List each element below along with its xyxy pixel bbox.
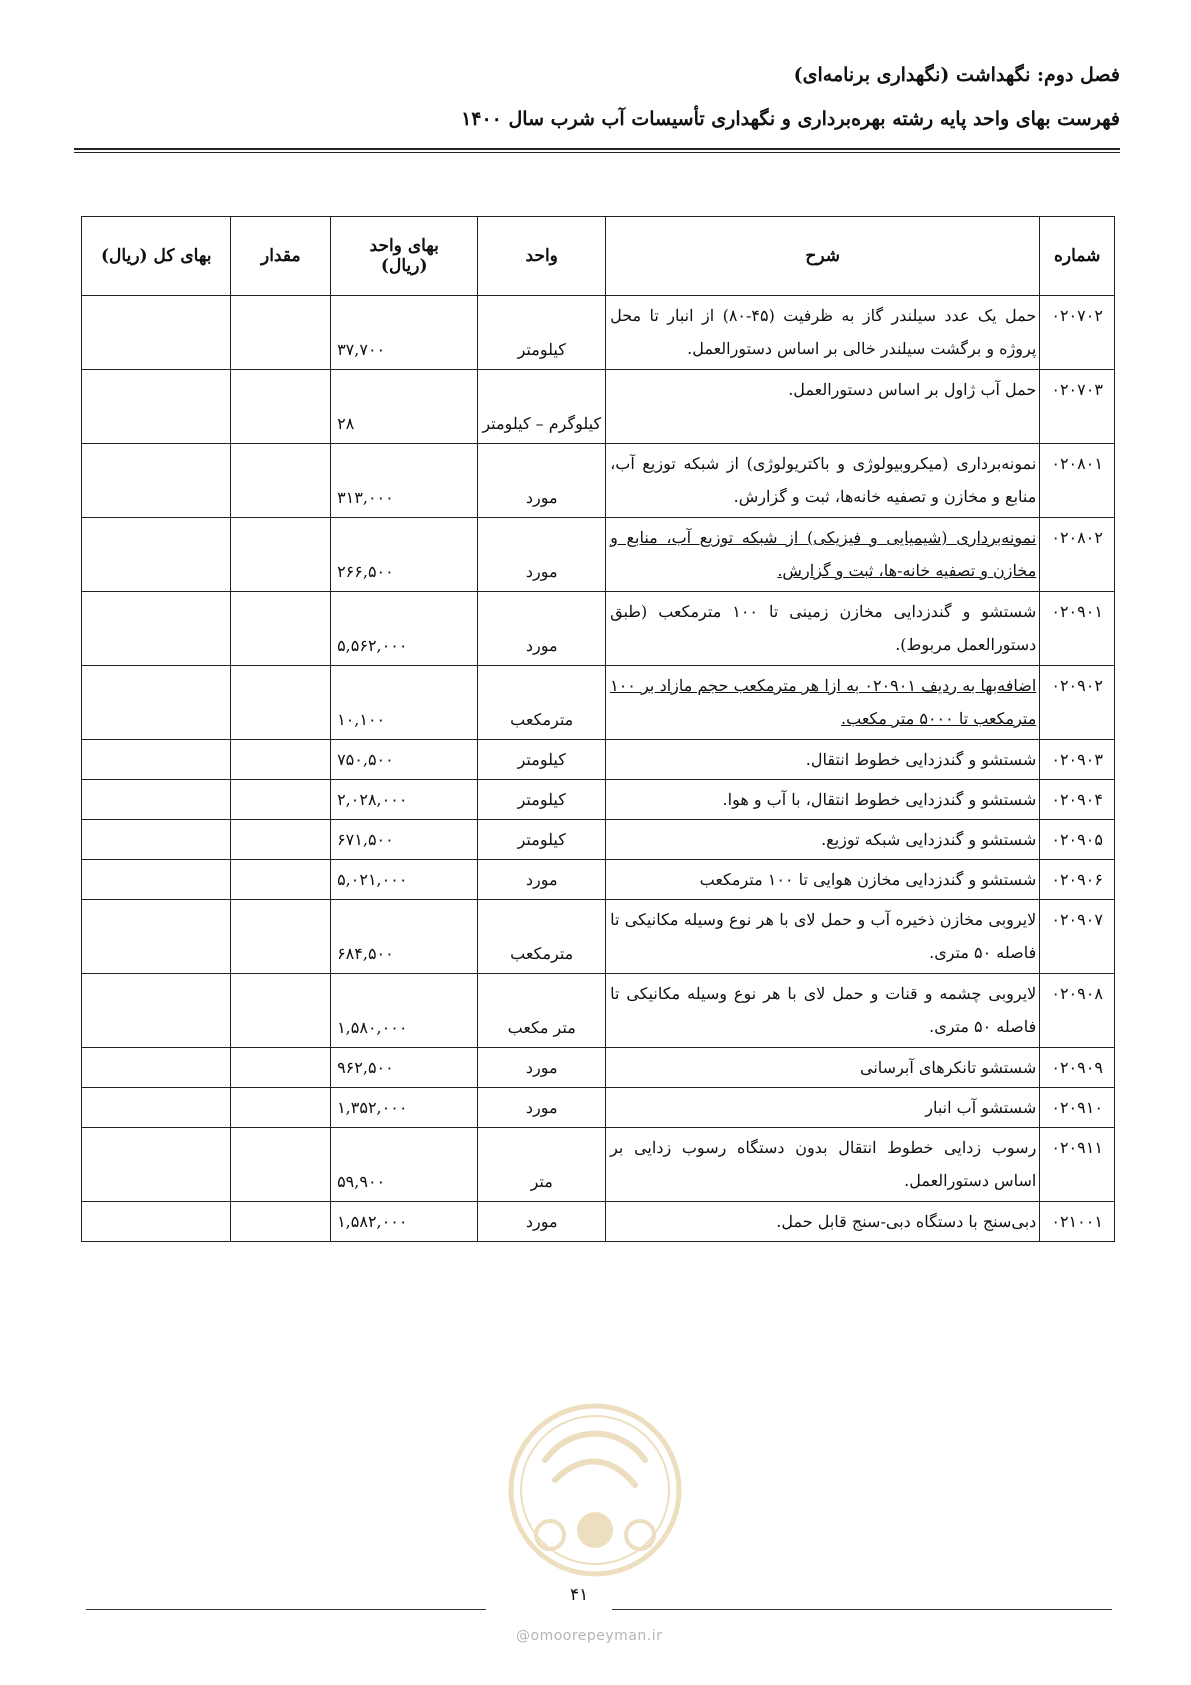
row-total: [82, 1202, 231, 1242]
table-row: [82, 518, 1115, 592]
row-unit: مورد: [478, 444, 606, 518]
header-rule-thick: [74, 148, 1120, 150]
website-watermark: @omoorepeyman.ir: [516, 1628, 663, 1644]
column-header-unit-price: [331, 217, 478, 296]
row-total: [82, 974, 231, 1048]
row-description: لایروبی مخازن ذخیره آب و حمل لای با هر نوع وسیله مکانیکی تا فاصله ۵۰ متری.: [606, 900, 1040, 974]
row-unit-price: ۷۵۰,۵۰۰: [331, 740, 478, 780]
column-header-unit: واحد: [478, 217, 606, 296]
row-unit: کیلوگرم – کیلومتر: [478, 370, 606, 444]
column-header-description: شرح: [606, 217, 1040, 296]
row-unit-price: ۲۸: [331, 370, 478, 444]
table-row: [82, 1202, 1115, 1242]
row-code: ۰۲۰۹۰۲: [1040, 666, 1115, 740]
row-description: شستشو و گندزدایی مخازن هوایی تا ۱۰۰ مترمکعب: [606, 860, 1040, 900]
row-quantity: [231, 518, 331, 592]
table-row: [82, 296, 1115, 370]
row-total: [82, 820, 231, 860]
row-description: اضافه‌بها به ردیف ۰۲۰۹۰۱ به ازا هر مترمکعب حجم مازاد بر ۱۰۰ مترمکعب تا ۵۰۰۰ متر مکعب.: [606, 666, 1040, 740]
row-unit-price: ۵,۵۶۲,۰۰۰: [331, 592, 478, 666]
table-row: [82, 666, 1115, 740]
column-header-quantity: مقدار: [231, 217, 331, 296]
row-code: ۰۲۰۸۰۱: [1040, 444, 1115, 518]
chapter-title: فصل دوم: نگهداشت (نگهداری برنامه‌ای): [793, 64, 1120, 86]
row-unit: متر: [478, 1128, 606, 1202]
publisher-seal-watermark: [505, 1390, 685, 1620]
row-code: ۰۲۰۹۰۷: [1040, 900, 1115, 974]
row-description: شستشو و گندزدایی خطوط انتقال، با آب و هوا.: [606, 780, 1040, 820]
header-rule-thin: [74, 152, 1120, 153]
row-quantity: [231, 900, 331, 974]
row-unit: مورد: [478, 518, 606, 592]
row-description: شستشو آب انبار: [606, 1088, 1040, 1128]
row-total: [82, 900, 231, 974]
row-unit-price: ۱۰,۱۰۰: [331, 666, 478, 740]
table-row: [82, 820, 1115, 860]
row-unit-price: ۲۶۶,۵۰۰: [331, 518, 478, 592]
table-row: [82, 1128, 1115, 1202]
table-row: [82, 860, 1115, 900]
row-code: ۰۲۰۹۱۰: [1040, 1088, 1115, 1128]
row-quantity: [231, 1088, 331, 1128]
row-unit: مورد: [478, 592, 606, 666]
row-code: ۰۲۱۰۰۱: [1040, 1202, 1115, 1242]
row-total: [82, 296, 231, 370]
row-description: شستشو تانکرهای آبرسانی: [606, 1048, 1040, 1088]
row-total: [82, 740, 231, 780]
row-description: حمل آب ژاول بر اساس دستورالعمل.: [606, 370, 1040, 444]
footer-rule-left: [86, 1609, 486, 1610]
row-total: [82, 370, 231, 444]
table-header-row: [82, 217, 1115, 296]
table-row: [82, 592, 1115, 666]
row-code: ۰۲۰۹۰۳: [1040, 740, 1115, 780]
row-total: [82, 666, 231, 740]
row-description: رسوب زدایی خطوط انتقال بدون دستگاه رسوب زدایی بر اساس دستورالعمل.: [606, 1128, 1040, 1202]
table-row: [82, 974, 1115, 1048]
row-unit: مورد: [478, 1048, 606, 1088]
row-quantity: [231, 1202, 331, 1242]
price-list-table: [81, 216, 1115, 1242]
row-description: شستشو و گندزدایی شبکه توزیع.: [606, 820, 1040, 860]
row-code: ۰۲۰۹۱۱: [1040, 1128, 1115, 1202]
row-total: [82, 592, 231, 666]
row-quantity: [231, 820, 331, 860]
row-code: ۰۲۰۹۰۱: [1040, 592, 1115, 666]
row-unit: کیلومتر: [478, 296, 606, 370]
row-total: [82, 1128, 231, 1202]
row-total: [82, 1048, 231, 1088]
row-code: ۰۲۰۷۰۳: [1040, 370, 1115, 444]
table-row: [82, 740, 1115, 780]
row-unit: متر مکعب: [478, 974, 606, 1048]
row-description: حمل یک عدد سیلندر گاز به ظرفیت (۴۵-۸۰) از انبار تا محل پروژه و برگشت سیلندر خالی بر اساس دستورالعمل.: [606, 296, 1040, 370]
row-total: [82, 518, 231, 592]
page-header: [74, 58, 1120, 136]
row-total: [82, 1088, 231, 1128]
row-unit-price: ۶۸۴,۵۰۰: [331, 900, 478, 974]
row-unit: مورد: [478, 1202, 606, 1242]
row-unit: کیلومتر: [478, 820, 606, 860]
row-unit-price: ۱,۵۸۲,۰۰۰: [331, 1202, 478, 1242]
row-quantity: [231, 740, 331, 780]
row-unit-price: ۱,۳۵۲,۰۰۰: [331, 1088, 478, 1128]
row-unit: کیلومتر: [478, 780, 606, 820]
row-code: ۰۲۰۹۰۶: [1040, 860, 1115, 900]
row-quantity: [231, 974, 331, 1048]
row-quantity: [231, 1048, 331, 1088]
row-code: ۰۲۰۹۰۴: [1040, 780, 1115, 820]
unit-price-label: بهای واحد: [369, 236, 439, 256]
table-row: [82, 1088, 1115, 1128]
row-description: نمونه‌برداری (میکروبیولوژی و باکتریولوژی) از شبکه توزیع آب، منابع و مخازن و تصفیه خانه‌ها، ثبت و گزارش.: [606, 444, 1040, 518]
row-unit-price: ۳۱۳,۰۰۰: [331, 444, 478, 518]
row-description: دبی‌سنج با دستگاه دبی-سنج قابل حمل.: [606, 1202, 1040, 1242]
row-unit: مترمکعب: [478, 666, 606, 740]
table-row: [82, 1048, 1115, 1088]
row-unit: کیلومتر: [478, 740, 606, 780]
footer-rule-right: [612, 1609, 1112, 1610]
unit-price-currency: (ریال): [380, 256, 428, 276]
row-code: ۰۲۰۹۰۵: [1040, 820, 1115, 860]
row-quantity: [231, 296, 331, 370]
row-code: ۰۲۰۸۰۲: [1040, 518, 1115, 592]
row-code: ۰۲۰۹۰۸: [1040, 974, 1115, 1048]
row-unit-price: ۲,۰۲۸,۰۰۰: [331, 780, 478, 820]
row-quantity: [231, 1128, 331, 1202]
row-total: [82, 444, 231, 518]
row-quantity: [231, 860, 331, 900]
row-unit-price: ۳۷,۷۰۰: [331, 296, 478, 370]
row-unit-price: ۵,۰۲۱,۰۰۰: [331, 860, 478, 900]
row-description: شستشو و گندزدایی مخازن زمینی تا ۱۰۰ مترمکعب (طبق دستورالعمل مربوط).: [606, 592, 1040, 666]
row-unit-price: ۱,۵۸۰,۰۰۰: [331, 974, 478, 1048]
row-unit: مورد: [478, 860, 606, 900]
table-row: [82, 370, 1115, 444]
row-unit-price: ۹۶۲,۵۰۰: [331, 1048, 478, 1088]
row-code: ۰۲۰۷۰۲: [1040, 296, 1115, 370]
row-quantity: [231, 780, 331, 820]
row-quantity: [231, 592, 331, 666]
row-description: شستشو و گندزدایی خطوط انتقال.: [606, 740, 1040, 780]
row-quantity: [231, 666, 331, 740]
row-total: [82, 860, 231, 900]
row-unit-price: ۵۹,۹۰۰: [331, 1128, 478, 1202]
column-header-total: بهای کل (ریال): [82, 217, 231, 296]
table-row: [82, 900, 1115, 974]
row-unit: مترمکعب: [478, 900, 606, 974]
page-number: ۴۱: [570, 1585, 589, 1605]
row-description: لایروبی چشمه و قنات و حمل لای با هر نوع وسیله مکانیکی تا فاصله ۵۰ متری.: [606, 974, 1040, 1048]
row-description: نمونه‌برداری (شیمیایی و فیزیکی) از شبکه توزیع آب، منابع و مخازن و تصفیه خانه-ها، ثبت و گزارش.: [606, 518, 1040, 592]
row-quantity: [231, 370, 331, 444]
row-unit: مورد: [478, 1088, 606, 1128]
row-quantity: [231, 444, 331, 518]
table-row: [82, 780, 1115, 820]
table-row: [82, 444, 1115, 518]
row-code: ۰۲۰۹۰۹: [1040, 1048, 1115, 1088]
row-total: [82, 780, 231, 820]
row-unit-price: ۶۷۱,۵۰۰: [331, 820, 478, 860]
column-header-code: شماره: [1040, 217, 1115, 296]
document-subtitle: فهرست بهای واحد پایه رشته بهره‌برداری و نگهداری تأسیسات آب شرب سال ۱۴۰۰: [461, 108, 1120, 130]
